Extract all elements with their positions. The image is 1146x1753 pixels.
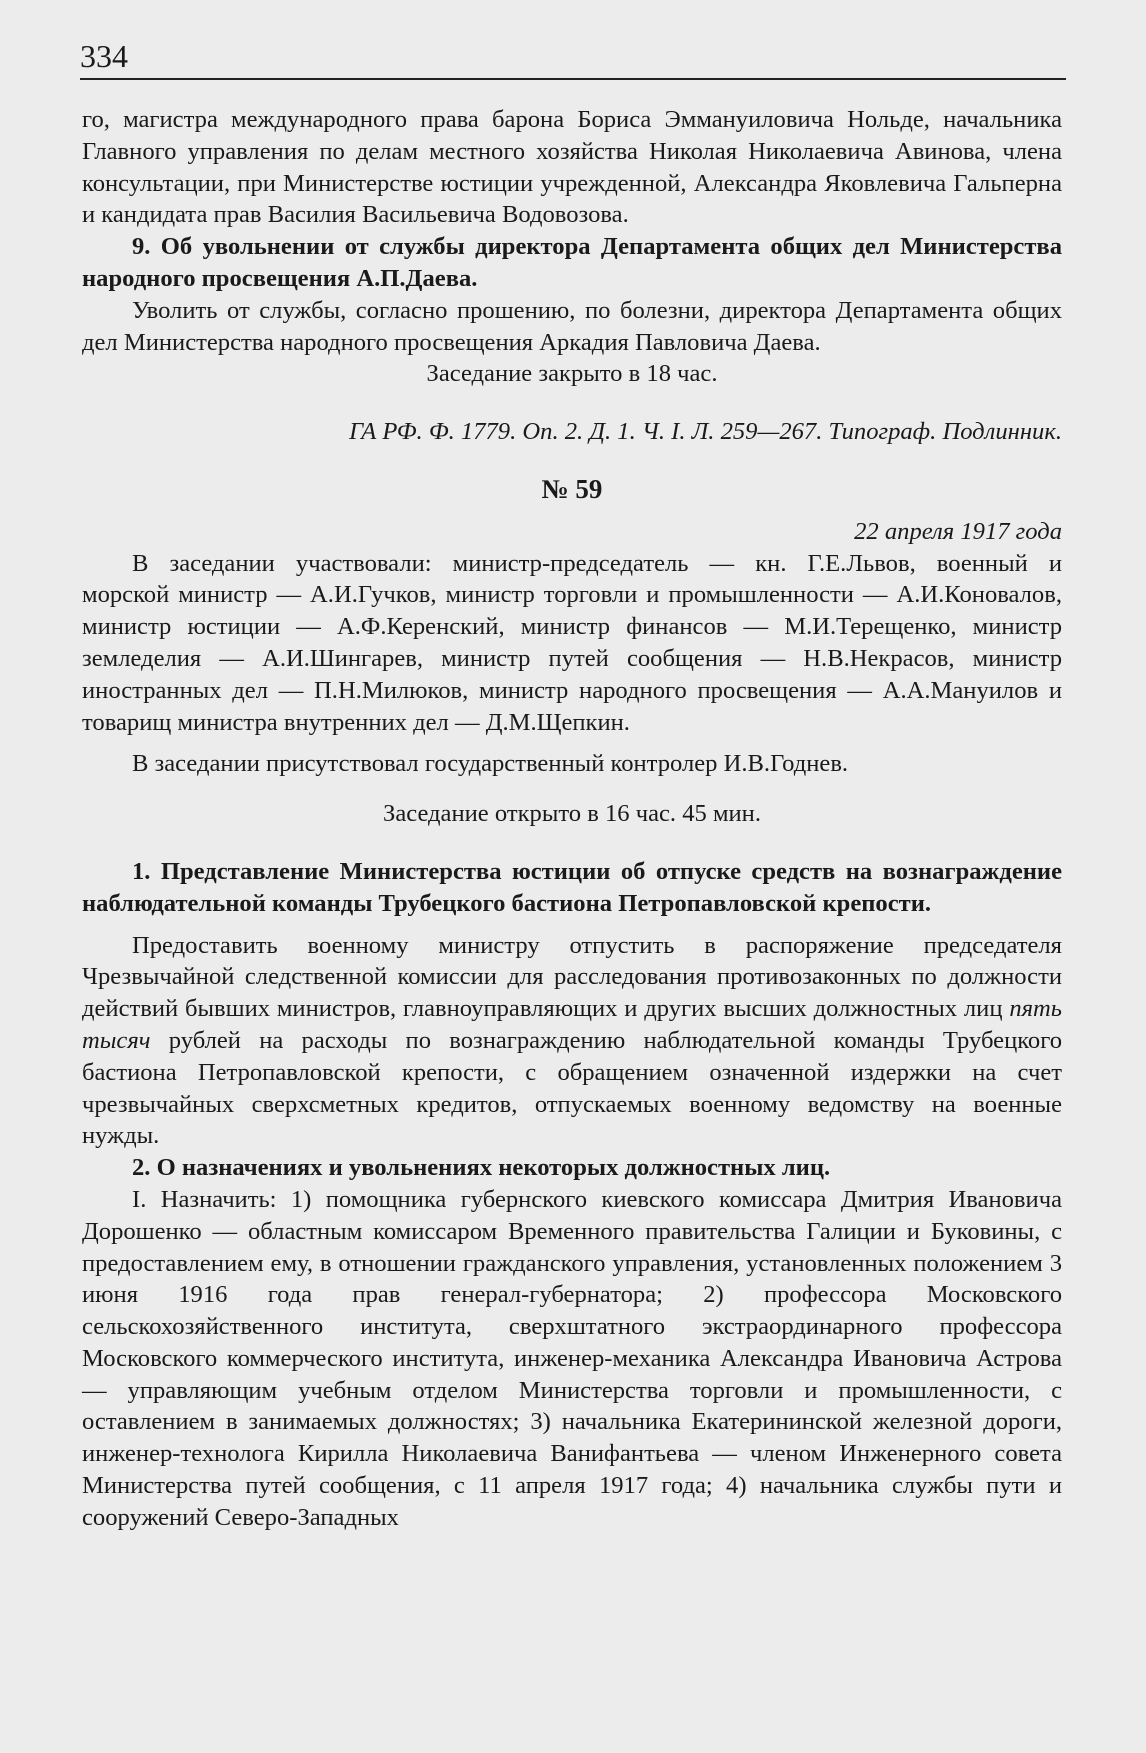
header-rule <box>80 78 1066 80</box>
session-opened: Заседание открыто в 16 час. 45 мин. <box>383 800 761 828</box>
item-2-title: 2. О назначениях и увольнениях некоторых должностных лиц. <box>132 1154 831 1182</box>
continuation-paragraph: го, магистра международного права барона Бориса Эммануиловича Нольде, начальника Главного управления по делам местного хозяйства Николая Николаевича Авинова, члена консультации, при Министерстве юстиции учрежденной, Александра Яковлевича Гальперна и кандидата прав Василия Васильевича Водовозова. <box>82 106 1062 229</box>
item-1-text-part-b: рублей на расходы по вознаграждению наблюдательной команды Трубецкого бастиона Петропавловской крепости, с обращением означенной издержки на счет чрезвычайных сверхсметных кредитов, отпускаемых военному ведомству на военные нужды. <box>82 1026 1062 1150</box>
controller-present: В заседании присутствовал государственный контролер И.В.Годнев. <box>132 750 849 778</box>
item-1-text <box>82 930 1062 1153</box>
item-2-text: I. Назначить: 1) помощника губернского киевского комиссара Дмитрия Ивановича Дорошенко — областным комиссаром Временного правительства Галиции и Буковины, с предоставлением ему, в отношении гражданского управления, установленных положением 3 июня 1916 года прав генерал-губернатора; 2) профессора Московского сельскохозяйственного института, сверхштатного экстраординарного профессора Московского коммерческого института, инженер-механика Александра Ивановича Астрова — управляющим учебным отделом Министерства торговли и промышленности, с оставлением в занимаемых должностях; 3) начальника Екатерининской железной дороги, инженер-технолога Кирилла Николаевича Ванифантьева — членом Инженерного совета Министерства путей сообщения, с 11 апреля 1917 года; 4) начальника службы пути и сооружений Северо-Западных <box>82 1185 1062 1531</box>
session-closed: Заседание закрыто в 18 час. <box>426 360 718 388</box>
document-number: № 59 <box>541 473 603 504</box>
item-9-text: Уволить от службы, согласно прошению, по болезни, директора Департамента общих дел Министерства народного просвещения Аркадия Павловича Даева. <box>82 296 1062 356</box>
document-date: 22 апреля 1917 года <box>854 517 1062 545</box>
participants-rest: морской министр — А.И.Гучков, министр торговли и промышленности — А.И.Коновалов, министр юстиции — А.Ф.Керенский, министр финансов — М.И.Терещенко, министр земледелия — А.И.Шингарев, министр путей сообщения — Н.В.Некрасов, министр иностранных дел — П.Н.Милюков, министр народного просвещения — А.А.Мануилов и товарищ министра внутренних дел — Д.М.Щепкин. <box>82 581 1062 736</box>
item-1-sum: пять тысяч <box>82 995 1062 1054</box>
participants-lead: В заседании участвовали: министр-председатель — кн. Г.Е.Львов, военный и <box>132 549 1062 577</box>
archive-source: ГА РФ. Ф. 1779. Оп. 2. Д. 1. Ч. I. Л. 259—267. Типограф. Подлинник. <box>349 418 1062 446</box>
item-1-title: 1. Представление Министерства юстиции об отпуске средств на вознаграждение наблюдательной команды Трубецкого бастиона Петропавловской крепости. <box>82 857 1062 917</box>
page-text <box>82 104 1062 1534</box>
page-number: 334 <box>80 38 128 74</box>
item-1-text-part-a: Предоставить военному министру отпустить в распоряжение председателя Чрезвычайной следственной комиссии для расследования противозаконных по должности действий бывших министров, главноуправляющих и других высших должностных лиц <box>82 931 1062 1023</box>
item-9-title: 9. Об увольнении от службы директора Департамента общих дел Министерства народного просвещения А.П.Даева. <box>82 233 1062 292</box>
